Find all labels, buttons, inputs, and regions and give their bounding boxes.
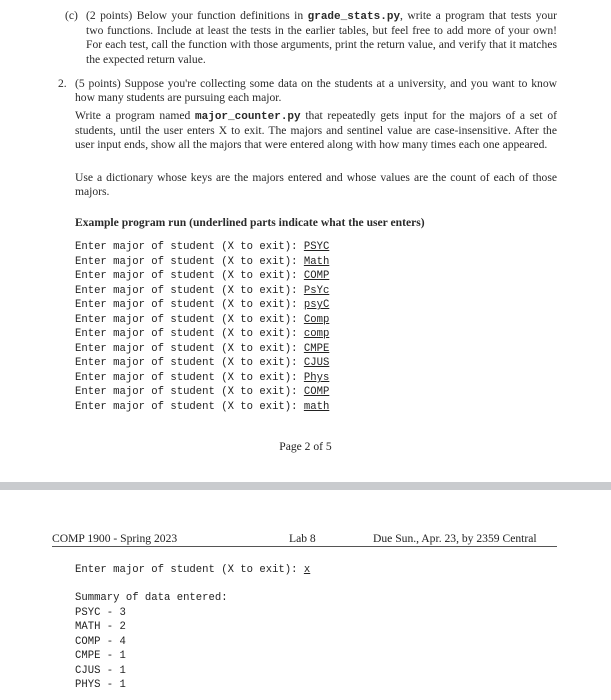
user-input: Comp: [303, 313, 330, 326]
example-line: [75, 269, 329, 284]
summary-item: PSYC - 3: [75, 606, 126, 619]
q2-paragraph-2: Use a dictionary whose keys are the majors entered and whose values are the count of each of those majors.: [75, 171, 557, 199]
part-c-label: (c): [65, 9, 78, 22]
prompt: Enter major of student (X to exit):: [75, 386, 304, 399]
user-input: CJUS: [303, 357, 330, 370]
example-line: [75, 371, 329, 386]
prompt: Enter major of student (X to exit):: [75, 371, 304, 384]
summary-list: [75, 606, 126, 693]
prompt: Enter major of student (X to exit):: [75, 313, 304, 326]
example-line: [75, 240, 329, 255]
summary-item: CMPE - 1: [75, 650, 126, 663]
example-run: [75, 240, 329, 415]
filename: grade_stats.py: [307, 11, 401, 23]
prompt: Enter major of student (X to exit):: [75, 255, 304, 268]
summary-item: COMP - 4: [75, 635, 126, 648]
page-separator: [0, 482, 611, 490]
header-course: COMP 1900 - Spring 2023: [52, 532, 178, 545]
header-rule: [52, 546, 557, 547]
summary-title: Summary of data entered:: [75, 592, 228, 604]
example-line: [75, 356, 329, 371]
user-input: math: [303, 401, 330, 414]
user-input: COMP: [303, 270, 330, 283]
user-input: Phys: [303, 371, 330, 384]
example-line: [75, 298, 329, 313]
example-line: [75, 255, 329, 270]
exit-line: [75, 563, 310, 578]
prompt: Enter major of student (X to exit):: [75, 241, 304, 253]
text: , write a program that tests your two functions. Include at least the tests in the earlier tables, but feel free to add more of your own! For each test, call the function with those arguments, print the return value, and verify that it matches the expected return value.: [86, 9, 558, 66]
summary-item: PHYS - 1: [75, 679, 126, 692]
user-input: comp: [303, 328, 330, 341]
user-input: PsYc: [303, 284, 330, 297]
text: Write a program named: [75, 109, 196, 122]
header-lab: Lab 8: [289, 532, 316, 545]
filename: major_counter.py: [195, 111, 301, 123]
prompt: Enter major of student (X to exit):: [75, 328, 304, 341]
example-line: [75, 284, 329, 299]
prompt: Enter major of student (X to exit):: [75, 284, 304, 297]
summary-item: MATH - 2: [75, 621, 126, 634]
summary-item: CJUS - 1: [75, 664, 126, 677]
user-input: COMP: [303, 386, 330, 399]
user-input: psyC: [303, 299, 330, 312]
example-line: [75, 342, 329, 357]
text: (2 points) Below your function definitions in: [86, 9, 308, 22]
header-due: Due Sun., Apr. 23, by 2359 Central: [373, 532, 537, 545]
user-input: PSYC: [303, 241, 330, 253]
prompt: Enter major of student (X to exit):: [75, 270, 304, 283]
q2-intro: (5 points) Suppose you're collecting some data on the students at a university, and you want to know how many students are pursuing each major.: [75, 77, 557, 105]
q2-paragraph-1: [75, 109, 557, 153]
part-c-text: [86, 9, 557, 67]
prompt: Enter major of student (X to exit):: [75, 564, 304, 576]
prompt: Enter major of student (X to exit):: [75, 357, 304, 370]
q2-label: 2.: [58, 77, 67, 90]
page-number: Page 2 of 5: [279, 440, 332, 453]
user-input: x: [303, 564, 311, 576]
user-input: Math: [303, 255, 330, 268]
example-line: [75, 327, 329, 342]
text: that repeatedly gets input for the majors of a set of students, until the user enters X to exit. The majors and sentinel value are case-insensitive. After the user input ends, show all the majors that were entered along with how many times each one appeared.: [75, 109, 557, 152]
prompt: Enter major of student (X to exit):: [75, 299, 304, 312]
example-line: [75, 400, 329, 415]
example-line: [75, 313, 329, 328]
prompt: Enter major of student (X to exit):: [75, 401, 304, 414]
example-line: [75, 385, 329, 400]
example-heading: Example program run (underlined parts indicate what the user enters): [75, 216, 425, 229]
prompt: Enter major of student (X to exit):: [75, 342, 304, 355]
user-input: CMPE: [303, 342, 330, 355]
